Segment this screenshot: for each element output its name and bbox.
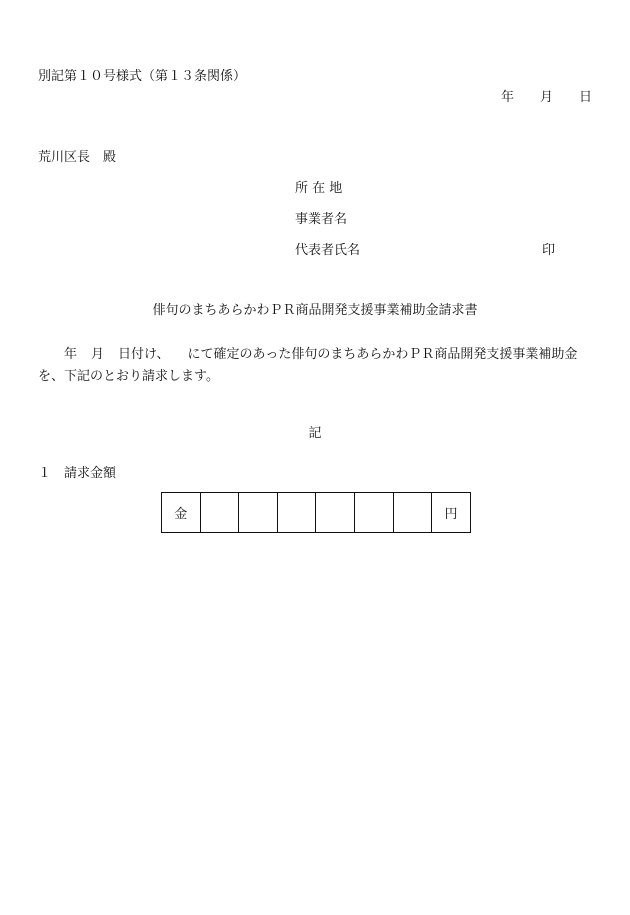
document-title: 俳句のまちあらかわＰＲ商品開発支援事業補助金請求書 <box>152 303 478 318</box>
amount-digit-cell[interactable] <box>239 493 278 533</box>
amount-row <box>162 493 471 533</box>
address-row <box>295 181 555 212</box>
body-day: 日付け、 <box>118 347 170 362</box>
form-number: 別記第１０号様式（第１３条関係） <box>38 69 247 84</box>
business-name-label: 事業者名 <box>295 212 348 227</box>
applicant-block <box>295 181 555 274</box>
amount-table <box>161 492 471 533</box>
ki-heading: 記 <box>308 426 322 441</box>
amount-digit-cell[interactable] <box>200 493 239 533</box>
date-year: 年 <box>500 90 514 105</box>
representative-row <box>295 243 555 274</box>
request-amount-label: １ 請求金額 <box>38 466 117 481</box>
amount-digit-cell[interactable] <box>354 493 393 533</box>
amount-cell-prefix: 金 <box>162 493 201 533</box>
address-label: 所 在 地 <box>295 181 343 196</box>
amount-digit-cell[interactable] <box>316 493 355 533</box>
amount-cell-suffix: 円 <box>432 493 471 533</box>
amount-digit-cell[interactable] <box>277 493 316 533</box>
date-day: 日 <box>578 90 592 105</box>
body-year: 年 <box>64 347 78 362</box>
representative-label: 代表者氏名 <box>295 243 361 258</box>
date-month: 月 <box>539 90 553 105</box>
date-line <box>501 90 592 106</box>
addressee: 荒川区長 殿 <box>38 150 117 165</box>
seal-mark: 印 <box>541 243 555 258</box>
body-rest: にて確定のあった俳句のまちあらかわＰＲ商品開発支援事業補助金を、下記のとおり請求します。 <box>38 347 578 384</box>
amount-digit-cell[interactable] <box>393 493 432 533</box>
body-month: 月 <box>91 347 105 362</box>
business-name-row <box>295 212 555 243</box>
body-text <box>38 344 598 388</box>
